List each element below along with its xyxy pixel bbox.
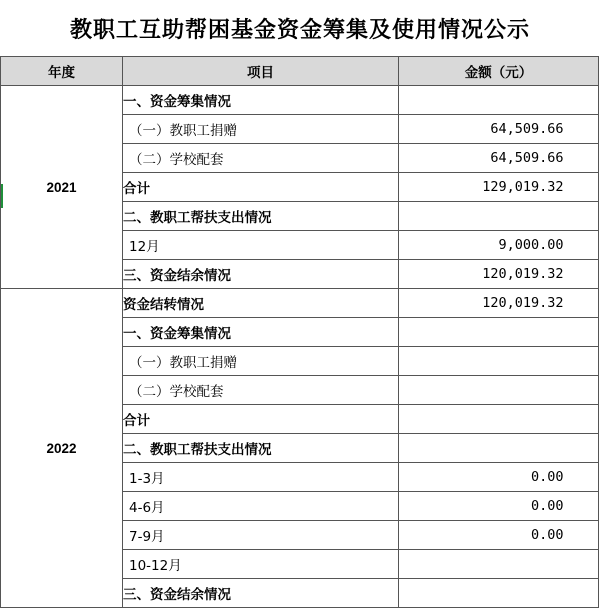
item-cell: （二）学校配套 <box>123 376 399 405</box>
table-header <box>1 57 599 86</box>
header-row <box>1 57 599 86</box>
amount-value: 64,509.66 <box>490 121 564 137</box>
header-amount: 金额（元） <box>399 57 599 86</box>
fund-table <box>0 56 599 608</box>
year-cell: 2021 <box>1 86 123 289</box>
amount-value: 120,019.32 <box>482 295 564 311</box>
amount-cell <box>399 492 599 521</box>
table-row <box>1 289 599 318</box>
amount-value: 9,000.00 <box>498 237 564 253</box>
amount-cell <box>399 405 599 434</box>
header-item: 项目 <box>123 57 399 86</box>
amount-cell <box>399 115 599 144</box>
amount-cell <box>399 144 599 173</box>
page-title: 教职工互助帮困基金资金筹集及使用情况公示 <box>69 16 530 43</box>
year-cell: 2022 <box>1 289 123 608</box>
amount-cell <box>399 347 599 376</box>
amount-value: 0.00 <box>530 469 564 485</box>
item-cell: 二、教职工帮扶支出情况 <box>123 202 399 231</box>
item-cell: 二、教职工帮扶支出情况 <box>123 434 399 463</box>
item-cell: 12月 <box>123 231 399 260</box>
amount-cell <box>399 173 599 202</box>
item-cell: 一、资金筹集情况 <box>123 318 399 347</box>
amount-value: 0.00 <box>530 498 564 514</box>
table-body <box>1 86 599 608</box>
item-cell: （一）教职工捐赠 <box>123 115 399 144</box>
amount-cell <box>399 376 599 405</box>
item-cell: 合计 <box>123 405 399 434</box>
item-cell: 1-3月 <box>123 463 399 492</box>
item-cell: 合计 <box>123 173 399 202</box>
amount-cell <box>399 202 599 231</box>
amount-cell <box>399 521 599 550</box>
amount-cell <box>399 318 599 347</box>
item-cell: （一）教职工捐赠 <box>123 347 399 376</box>
amount-cell <box>399 463 599 492</box>
amount-value: 0.00 <box>530 527 564 543</box>
amount-cell <box>399 579 599 608</box>
header-year: 年度 <box>1 57 123 86</box>
item-cell: 资金结转情况 <box>123 289 399 318</box>
item-cell: 7-9月 <box>123 521 399 550</box>
item-cell: 一、资金筹集情况 <box>123 86 399 115</box>
amount-cell <box>399 86 599 115</box>
item-cell: 4-6月 <box>123 492 399 521</box>
amount-cell <box>399 550 599 579</box>
item-cell: （二）学校配套 <box>123 144 399 173</box>
amount-cell <box>399 260 599 289</box>
item-cell: 三、资金结余情况 <box>123 579 399 608</box>
table-row <box>1 86 599 115</box>
amount-cell <box>399 434 599 463</box>
item-cell: 10-12月 <box>123 550 399 579</box>
item-cell: 三、资金结余情况 <box>123 260 399 289</box>
amount-value: 120,019.32 <box>482 266 564 282</box>
amount-value: 129,019.32 <box>482 179 564 195</box>
amount-cell <box>399 231 599 260</box>
amount-cell <box>399 289 599 318</box>
amount-value: 64,509.66 <box>490 150 564 166</box>
